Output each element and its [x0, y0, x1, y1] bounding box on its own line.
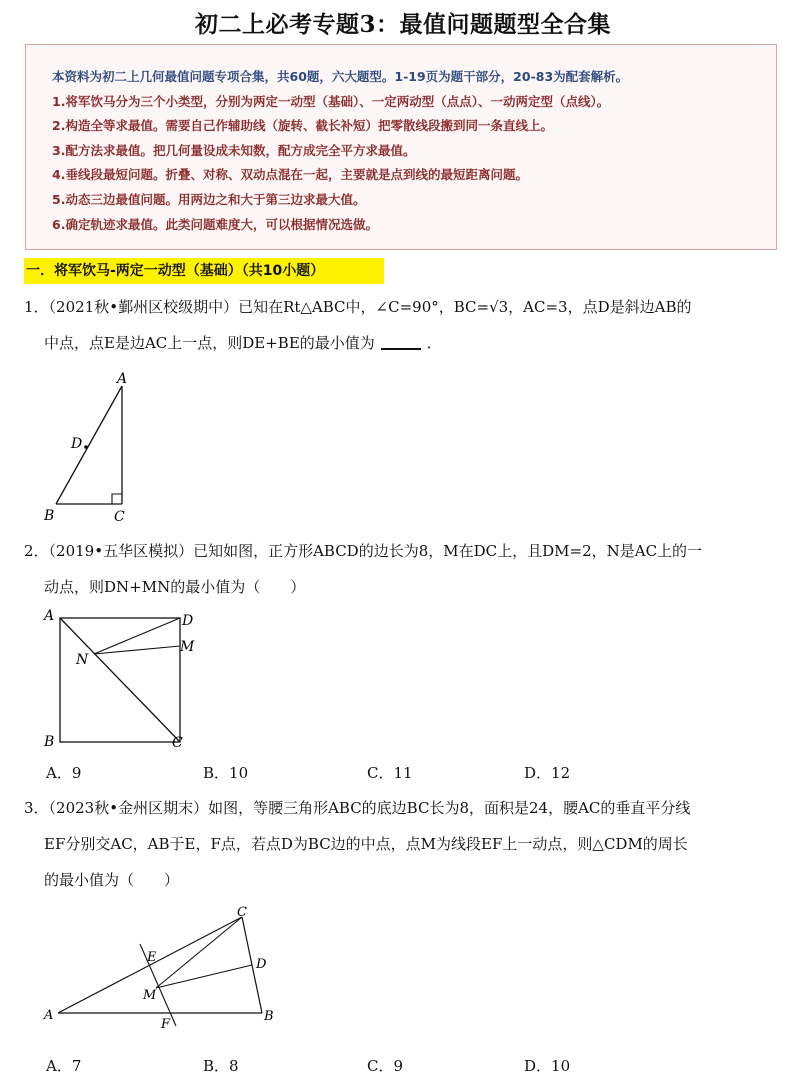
option-a[interactable]: A．9	[46, 764, 82, 782]
option-b[interactable]: B．8	[203, 1057, 239, 1075]
question-3-options	[46, 1055, 746, 1077]
label-C: C	[237, 905, 247, 920]
option-c[interactable]: C．11	[367, 764, 413, 782]
label-M: M	[180, 639, 195, 655]
figure-3	[40, 900, 290, 1040]
option-d[interactable]: D．10	[524, 1057, 571, 1075]
option-d[interactable]: D．12	[524, 764, 571, 782]
question-1-line-2	[44, 332, 442, 353]
option-a[interactable]: A．7	[46, 1057, 82, 1075]
label-N: N	[76, 652, 89, 668]
option-c[interactable]: C．9	[367, 1057, 404, 1075]
label-C: C	[172, 735, 183, 751]
intro-summary: 本资料为初二上几何最值问题专项合集，共60题，六大题型。1-19页为题干部分，20-83为配套解析。	[52, 69, 629, 84]
question-1-line-2-text: 中点，点E是边AC上一点，则DE+BE的最小值为	[44, 334, 375, 352]
intro-item: 2.构造全等求最值。需要自己作辅助线（旋转、截长补短）把零散线段搬到同一条直线上。	[52, 118, 553, 134]
label-D: D	[182, 613, 194, 629]
label-B: B	[44, 508, 55, 524]
label-F: F	[161, 1017, 171, 1032]
intro-item: 6.确定轨迹求最值。此类问题难度大，可以根据情况选做。	[52, 216, 378, 232]
intro-item: 5.动态三边最值问题。用两边之和大于第三边求最大值。	[52, 191, 366, 207]
label-A: A	[44, 1008, 54, 1023]
label-C: C	[114, 509, 125, 525]
intro-item: 4.垂线段最短问题。折叠、对称、双动点混在一起，主要就是点到线的最短距离问题。	[52, 167, 528, 183]
intro-item: 3.配方法求最值。把几何量设成未知数，配方成完全平方求最值。	[52, 142, 416, 158]
label-A: A	[44, 608, 55, 624]
question-3-line-3: 的最小值为（ ）	[44, 871, 180, 889]
intro-box	[25, 44, 777, 250]
label-A: A	[117, 371, 128, 387]
intro-item: 1.将军饮马分为三个小类型，分别为两定一动型（基础）、一定两动型（点点）、一动两定型（点线）。	[52, 93, 610, 109]
question-3-line-1: 3．（2023秋•金州区期末）如图，等腰三角形ABC的底边BC长为8，面积是24，腰AC的垂直平分线	[24, 799, 691, 817]
question-2-options	[46, 762, 746, 784]
label-B: B	[44, 734, 55, 750]
section-heading: 一．将军饮马-两定一动型（基础）（共10小题）	[24, 258, 384, 284]
question-2-line-1: 2．（2019•五华区模拟）已知如图，正方形ABCD的边长为8，M在DC上，且DM=2，N是AC上的一	[24, 542, 703, 560]
label-B: B	[264, 1009, 274, 1024]
label-M: M	[143, 988, 157, 1003]
option-b[interactable]: B．10	[203, 764, 249, 782]
page-title: 初二上必考专题3：最值问题题型全合集	[194, 11, 611, 38]
question-3-line-2: EF分别交AC，AB于E，F点，若点D为BC边的中点，点M为线段EF上一动点，则△CDM的周长	[44, 835, 688, 853]
figure-2	[40, 604, 210, 752]
label-D: D	[256, 957, 267, 972]
figure-1	[40, 368, 150, 530]
question-2-line-2: 动点，则DN+MN的最小值为（ ）	[44, 578, 306, 596]
label-D: D	[71, 436, 83, 452]
label-E: E	[147, 950, 157, 965]
question-1-line-1: 1．（2021秋•鄞州区校级期中）已知在Rt△ABC中，∠C=90°，BC=√3，AC=3，点D是斜边AB的	[24, 298, 692, 316]
question-1-line-2-end: ．	[426, 334, 442, 352]
answer-blank	[381, 334, 421, 350]
